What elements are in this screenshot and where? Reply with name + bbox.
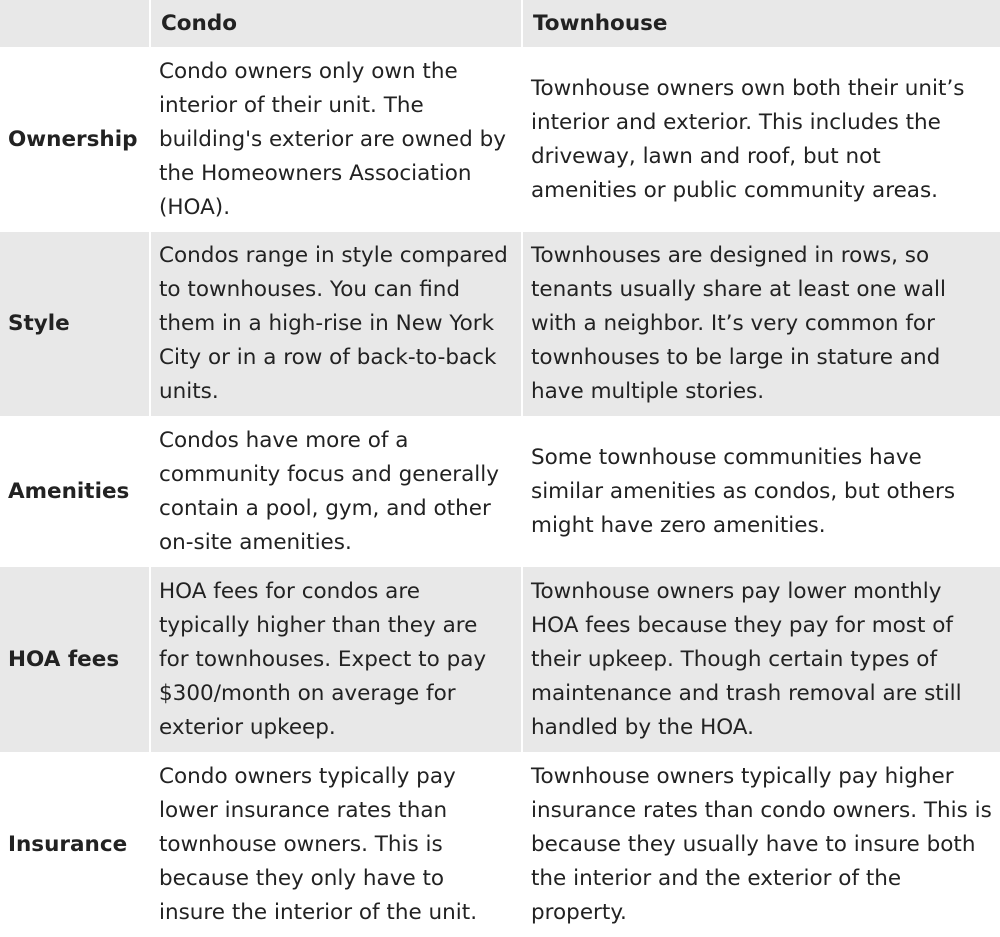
townhouse-cell-style [522,232,1000,416]
row-label-ownership: Ownership [0,47,150,232]
table-header [0,0,1000,47]
cell-text: Townhouse owners pay lower monthly HOA fees because they pay for most of their upkeep. Though certain types of maintenance and trash removal are still handled by the HOA. [531,578,962,740]
cell-text: Townhouse owners typically pay higher insurance rates than condo owners. This is because they usually have to insure both the interior and the exterior of the property. [531,763,992,925]
cell-text: Condo owners only own the interior of their unit. The building's exterior are owned by the Homeowners Association (HOA). [159,58,506,220]
table-row [0,47,1000,232]
table-row [0,416,1000,567]
table-row [0,232,1000,416]
header-cell-townhouse: Townhouse [522,0,1000,47]
header-cell-blank [0,0,150,47]
cell-text: Townhouse owners own both their unit’s interior and exterior. This includes the driveway, lawn and roof, but not amenities or public community areas. [531,75,965,203]
townhouse-cell-amenities [522,416,1000,567]
row-label-insurance: Insurance [0,752,150,937]
cell-text: Condos range in style compared to townhouses. You can find them in a high-rise in New York City or in a row of back-to-back units. [159,243,508,404]
cell-text: Condos have more of a community focus and generally contain a pool, gym, and other on-site amenities. [159,427,499,555]
cell-text: HOA fees for condos are typically higher than they are for townhouses. Expect to pay $300/month on average for exterior upkeep. [159,578,487,740]
row-label-hoa-fees: HOA fees [0,567,150,752]
table-row [0,752,1000,937]
townhouse-cell-insurance [522,752,1000,937]
condo-cell-insurance [150,752,522,937]
cell-text: Townhouses are designed in rows, so tenants usually share at least one wall with a neighbor. It’s very common for townhouses to be large in stature and have multiple stories. [531,243,946,404]
cell-text: Condo owners typically pay lower insurance rates than townhouse owners. This is because they only have to insure the interior of the unit. [159,763,478,925]
condo-cell-amenities [150,416,522,567]
condo-cell-hoa-fees [150,567,522,752]
header-cell-condo: Condo [150,0,522,47]
row-label-style: Style [0,232,150,416]
condo-cell-style [150,232,522,416]
table-row [0,567,1000,752]
cell-text: Some townhouse communities have similar amenities as condos, but others might have zero amenities. [531,444,956,538]
townhouse-cell-hoa-fees [522,567,1000,752]
condo-cell-ownership [150,47,522,232]
row-label-amenities: Amenities [0,416,150,567]
header-row [0,0,1000,47]
table-body [0,47,1000,937]
townhouse-cell-ownership [522,47,1000,232]
